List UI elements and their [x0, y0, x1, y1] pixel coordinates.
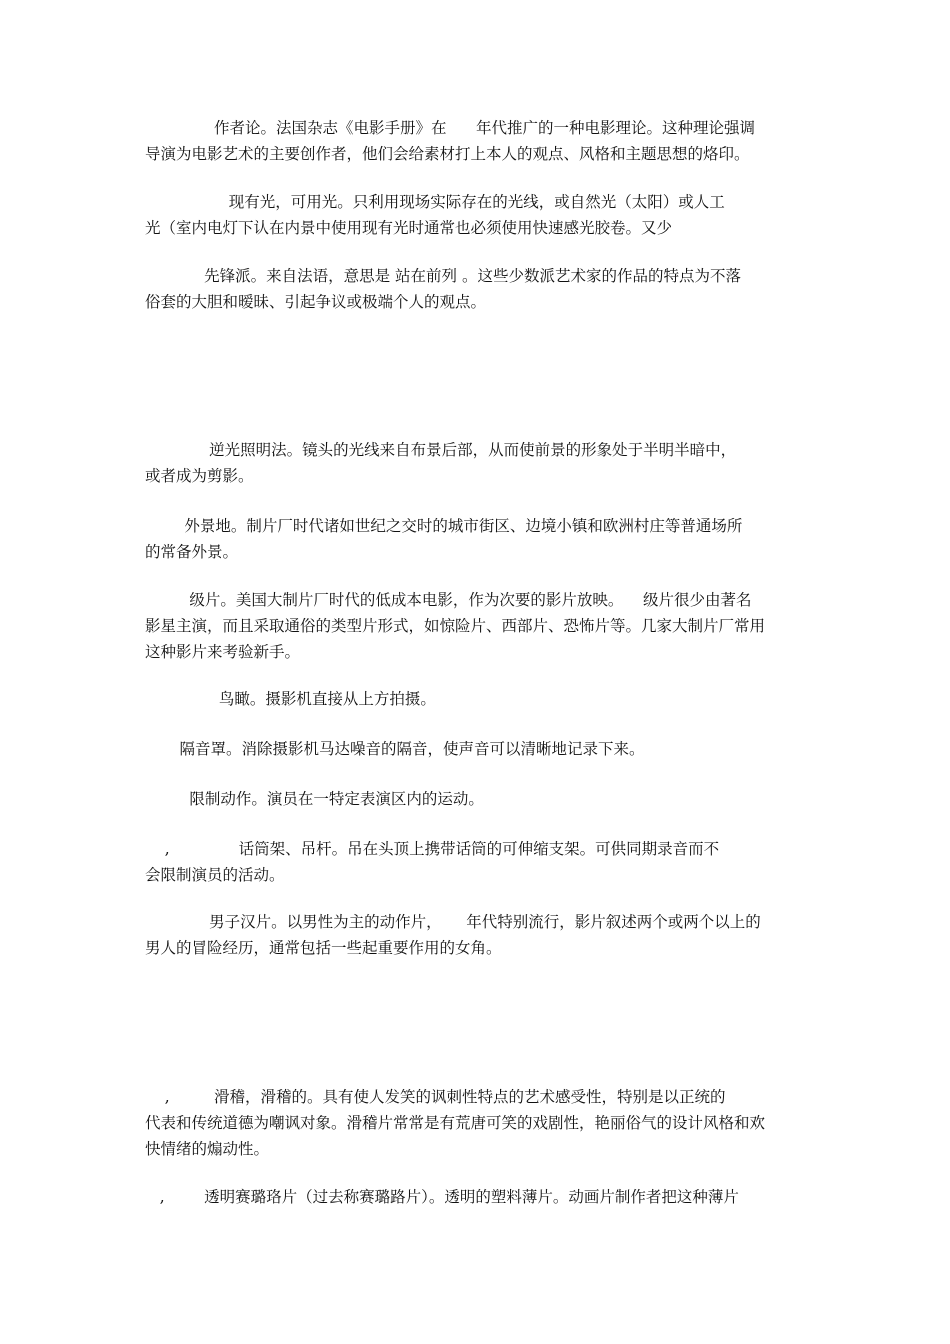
- text-line: , 滑稽，滑稽的。具有使人发笑的讽刺性特点的艺术感受性，特别是以正统的: [145, 1088, 726, 1106]
- text-line: 影星主演，而且采取通俗的类型片形式，如惊险片、西部片、恐怖片等。几家大制片厂常用: [145, 617, 766, 635]
- entry-cel: [145, 1184, 810, 1210]
- text-line: 逆光照明法。镜头的光线来自布景后部，从而使前景的形象处于半明半暗中，: [145, 441, 737, 459]
- text-line: 级片。美国大制片厂时代的低成本电影，作为次要的影片放映。 级片很少由著名: [145, 591, 752, 609]
- entry-auteur-theory: [145, 115, 810, 167]
- text-line: 现有光，可用光。只利用现场实际存在的光线，或自然光（太阳）或人工: [145, 193, 725, 211]
- entry-buddy-film: [145, 909, 810, 961]
- entry-backlot: [145, 513, 810, 565]
- text-line: 俗套的大胆和暧昧、引起争议或极端个人的观点。: [145, 293, 487, 311]
- text-line: 鸟瞰。摄影机直接从上方拍摄。: [145, 690, 436, 708]
- text-line: 的常备外景。: [145, 543, 239, 561]
- text-line: 光（室内电灯下认在内景中使用现有光时通常也必须使用快速感光胶卷。又少: [145, 219, 673, 237]
- text-line: 快情绪的煽动性。: [145, 1140, 270, 1158]
- text-line: 限制动作。演员在一特定表演区内的运动。: [145, 790, 484, 808]
- text-line: 代表和传统道德为嘲讽对象。滑稽片常常是有荒唐可笑的戏剧性，艳丽俗气的设计风格和欢: [145, 1114, 766, 1132]
- text-line: 隔音罩。消除摄影机马达噪音的隔音，使声音可以清晰地记录下来。: [145, 740, 645, 758]
- text-line: 外景地。制片厂时代诸如世纪之交时的城市街区、边境小镇和欧洲村庄等普通场所: [145, 517, 743, 535]
- entry-blimp: [145, 736, 810, 762]
- entry-birds-eye-view: [145, 686, 810, 712]
- entry-blocking: [145, 786, 810, 812]
- entry-avant-garde: [145, 263, 810, 315]
- entry-backlighting: [145, 437, 810, 489]
- text-line: 或者成为剪影。: [145, 467, 254, 485]
- text-line: , 话筒架、吊杆。吊在头顶上携带话筒的可伸缩支架。可供同期录音而不: [145, 840, 720, 858]
- entry-boom: [145, 836, 810, 888]
- entry-b-movie: [145, 587, 810, 665]
- text-line: , 透明赛璐珞片（过去称赛璐路片）。透明的塑料薄片。动画片制作者把这种薄片: [145, 1188, 739, 1206]
- text-line: 先锋派。来自法语，意思是 站在前列 。这些少数派艺术家的作品的特点为不落: [145, 267, 741, 285]
- text-line: 导演为电影艺术的主要创作者，他们会给素材打上本人的观点、风格和主题思想的烙印。: [145, 145, 750, 163]
- text-line: 这种影片来考验新手。: [145, 643, 301, 661]
- text-line: 会限制演员的活动。: [145, 866, 285, 884]
- entry-available-light: [145, 189, 810, 241]
- text-line: 男人的冒险经历，通常包括一些起重要作用的女角。: [145, 939, 502, 957]
- entry-camp: [145, 1084, 810, 1162]
- text-line: 男子汉片。以男性为主的动作片， 年代特别流行，影片叙述两个或两个以上的: [145, 913, 761, 931]
- text-line: 作者论。法国杂志《电影手册》在 年代推广的一种电影理论。这种理论强调: [145, 119, 756, 137]
